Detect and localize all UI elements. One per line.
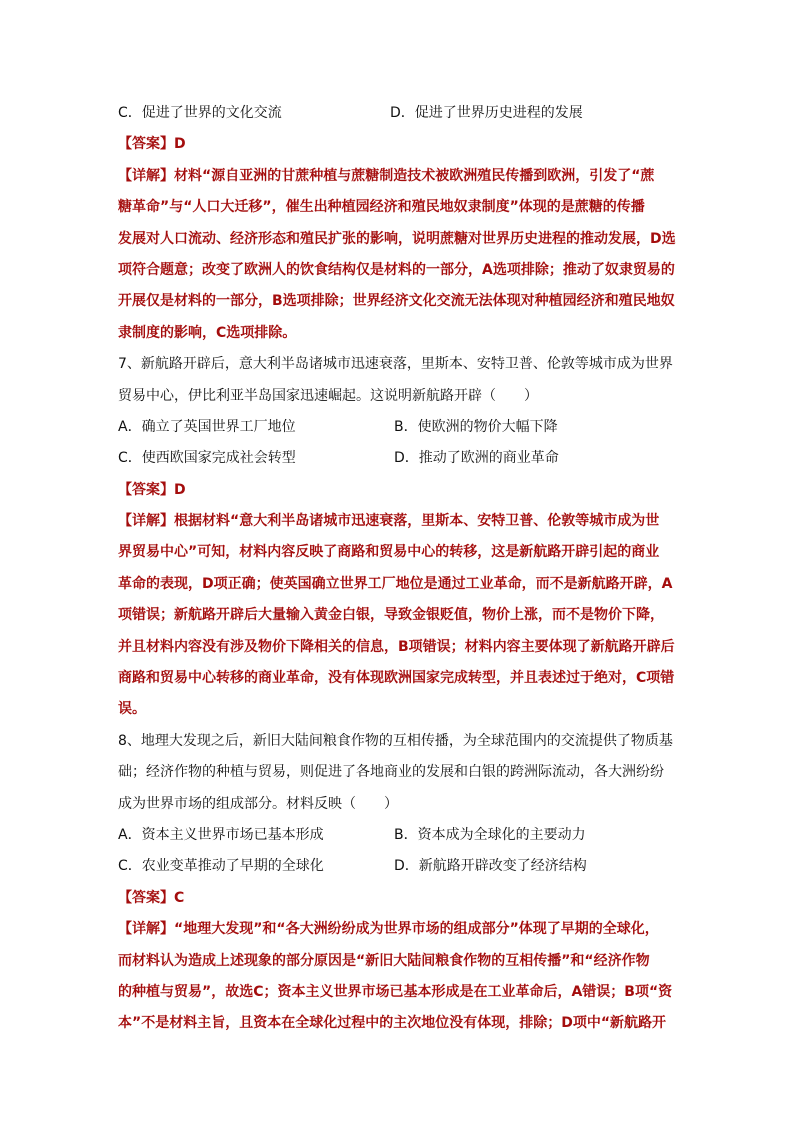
q7-stem-line: 贸易中心，伊比利亚半岛国家迅速崛起。这说明新航路开辟（ ）	[118, 387, 538, 404]
q6-option-d: D．促进了世界历史进程的发展	[390, 105, 583, 121]
q8-detail-line: 【详解】“地理大发现”和“各大洲纷纷成为世界市场的组成部分”体现了早期的全球化，	[118, 921, 659, 938]
q8-option-d: D．新航路开辟改变了经济结构	[394, 858, 587, 875]
q6-detail-line: 糖革命”与“人口大迁移”，催生出种植园经济和殖民地奴隶制度”体现的是蔗糖的传播	[118, 199, 645, 216]
q6-detail-line: 项符合题意；改变了欧洲人的饮食结构仅是材料的一部分，A选项排除；推动了奴隶贸易的	[118, 261, 675, 278]
q8-option-c: C．农业变革推动了早期的全球化	[118, 858, 324, 875]
answer-label: 【答案】	[118, 136, 174, 153]
q7-answer	[118, 475, 678, 506]
detail-label: 【详解】	[118, 167, 174, 184]
detail-label: 【详解】	[118, 921, 174, 938]
q6-option-c: C．促进了世界的文化交流	[118, 105, 282, 121]
answer-value: D	[174, 481, 186, 498]
q8-stem-line: 成为世界市场的组成部分。材料反映（ ）	[118, 795, 398, 812]
q7-option-b: B．使欧洲的物价大幅下降	[394, 418, 558, 435]
q8-detail-line: 本”不是材料主旨，且资本在全球化过程中的主次地位没有体现，排除；D项中“新航路开	[118, 1015, 667, 1032]
q7-detail-line: 革命的表现，D项正确；使英国确立世界工厂地位是通过工业革命，而不是新航路开辟，A	[118, 575, 673, 592]
q8-stem-line: 8、地理大发现之后，新旧大陆间粮食作物的互相传播，为全球范围内的交流提供了物质基	[118, 732, 673, 749]
q7-option-a: A．确立了英国世界工厂地位	[118, 418, 296, 435]
q8-options-row-2	[118, 851, 678, 882]
q7-stem-line: 7、新航路开辟后，意大利半岛诸城市迅速衰落，里斯本、安特卫普、伦敦等城市成为世界	[118, 356, 673, 373]
q7-options-row-2	[118, 443, 678, 474]
q7-option-d: D．推动了欧洲的商业革命	[394, 450, 559, 467]
q7-detail-line: 【详解】根据材料“意大利半岛诸城市迅速衰落，里斯本、安特卫普、伦敦等城市成为世	[118, 513, 660, 530]
q7-detail-line: 项错误；新航路开辟后大量输入黄金白银，导致金银贬值，物价上涨，而不是物价下降，	[118, 607, 664, 624]
q7-option-c: C．使西欧国家完成社会转型	[118, 450, 296, 467]
detail-label: 【详解】	[118, 513, 174, 530]
q6-detail-line: 隶制度的影响，C选项排除。	[118, 324, 297, 341]
q7-detail-line: 并且材料内容没有涉及物价下降相关的信息，B项错误；材料内容主要体现了新航路开辟后	[118, 638, 675, 655]
answer-label: 【答案】	[118, 481, 174, 498]
q8-option-b: B．资本成为全球化的主要动力	[394, 826, 586, 843]
q7-detail-line: 商路和贸易中心转移的商业革命，没有体现欧洲国家完成转型，并且表述过于绝对，C项错	[118, 670, 675, 687]
q7-detail-line: 界贸易中心”可知，材料内容反映了商路和贸易中心的转移，这是新航路开辟引起的商业	[118, 544, 660, 561]
q6-answer	[118, 129, 678, 160]
q7-options-row-1	[118, 412, 678, 443]
answer-value: D	[174, 136, 186, 153]
q8-detail-line: 而材料认为造成上述现象的部分原因是“新旧大陆间粮食作物的互相传播”和“经济作物	[118, 952, 650, 969]
q6-detail-line: 发展对人口流动、经济形态和殖民扩张的影响，说明蔗糖对世界历史进程的推动发展，D选	[118, 230, 676, 247]
q7-detail-line: 误。	[118, 701, 146, 718]
answer-value: C	[174, 889, 185, 906]
q8-detail-line: 的种植与贸易”，故选C；资本主义世界市场已基本形成是在工业革命后，A错误；B项“资	[118, 983, 673, 1000]
document-page	[118, 98, 678, 1040]
answer-label: 【答案】	[118, 889, 174, 906]
q8-answer	[118, 883, 678, 914]
q6-detail-line: 【详解】材料“源自亚洲的甘蔗种植与蔗糖制造技术被欧洲殖民传播到欧洲，引发了“蔗	[118, 167, 655, 184]
q8-stem-line: 础；经济作物的种植与贸易，则促进了各地商业的发展和白银的跨洲际流动，各大洲纷纷	[118, 764, 664, 781]
q8-options-row-1	[118, 820, 678, 851]
q6-detail-line: 开展仅是材料的一部分，B选项排除；世界经济文化交流无法体现对种植园经济和殖民地奴	[118, 293, 675, 310]
q6-options-row-2	[118, 98, 678, 129]
q8-option-a: A．资本主义世界市场已基本形成	[118, 826, 324, 843]
